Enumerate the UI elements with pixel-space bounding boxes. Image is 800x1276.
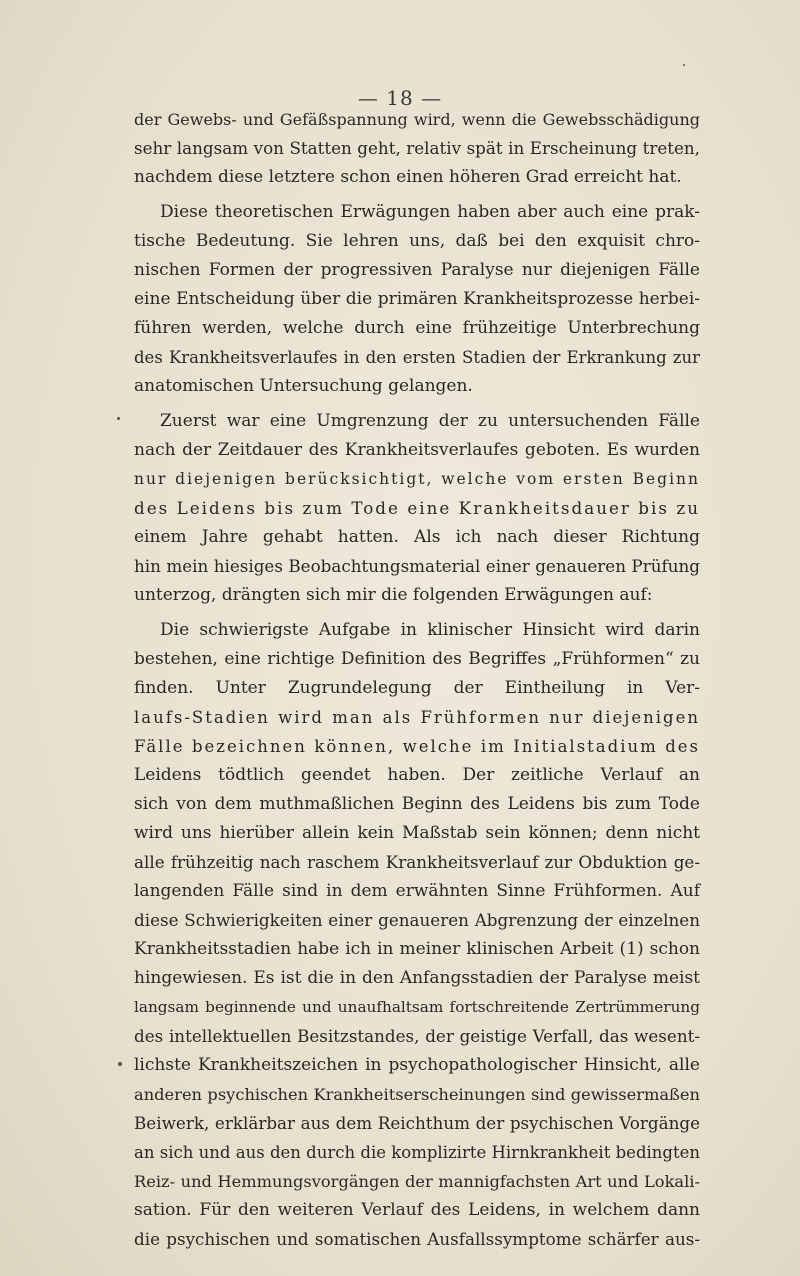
paragraph-1: [134, 105, 700, 192]
text-line: sehr langsam von Statten geht, relativ spät in Erscheinung treten,: [134, 138, 700, 158]
text-line: Leidens tödtlich geendet haben. Der zeitliche Verlauf an: [134, 765, 700, 785]
text-line: laufs-Stadien wird man als Frühformen nur diejenigen: [134, 708, 700, 727]
text-line: tische Bedeutung. Sie lehren uns, daß bei den exquisit chro-: [134, 231, 700, 251]
text-line: sich von dem muthmaßlichen Beginn des Leidens bis zum Tode: [134, 794, 700, 814]
text-line: finden. Unter Zugrundelegung der Eintheilung in Ver-: [134, 678, 700, 698]
paper-speck: [117, 417, 120, 420]
text-line: Beiwerk, erklärbar aus dem Reichthum der psychischen Vorgänge: [134, 1113, 700, 1133]
paragraph-4: [134, 616, 700, 1254]
text-line: Die schwierigste Aufgabe in klinischer Hinsicht wird darin: [160, 620, 700, 640]
text-line: Krankheitsstadien habe ich in meiner klinischen Arbeit (1) schon: [134, 939, 700, 959]
text-line: nur diejenigen berücksichtigt, welche vom ersten Beginn: [134, 470, 700, 488]
text-line: bestehen, eine richtige Definition des Begriffes „Frühformen“ zu: [134, 649, 700, 669]
text-line: Zuerst war eine Umgrenzung der zu untersuchenden Fälle: [160, 411, 700, 431]
text-line: der Gewebs- und Gefäßspannung wird, wenn die Gewebsschädigung: [134, 110, 700, 129]
text-line: sation. Für den weiteren Verlauf des Leidens, in welchem dann: [134, 1200, 700, 1220]
text-line: führen werden, welche durch eine frühzeitige Unterbrechung: [134, 318, 700, 338]
text-line: einem Jahre gehabt hatten. Als ich nach dieser Richtung: [134, 527, 700, 547]
text-line: langenden Fälle sind in dem erwähnten Sinne Frühformen. Auf: [134, 881, 700, 901]
text-line: nachdem diese letztere schon einen höheren Grad erreicht hat.: [134, 167, 682, 187]
text-line: langsam beginnende und unaufhaltsam fortschreitende Zertrümmerung: [134, 998, 700, 1016]
text-line: hingewiesen. Es ist die in den Anfangsstadien der Paralyse meist: [134, 968, 700, 988]
page-number: — 18 —: [357, 86, 443, 110]
paragraph-3: [134, 407, 700, 610]
text-line: des intellektuellen Besitzstandes, der geistige Verfall, das wesent-: [134, 1026, 700, 1046]
paper-speck: [683, 64, 685, 66]
text-line: die psychischen und somatischen Ausfallssymptome schärfer aus-: [134, 1229, 700, 1249]
text-line: unterzog, drängten sich mir die folgenden Erwägungen auf:: [134, 585, 653, 605]
text-line: Fälle bezeichnen können, welche im Initialstadium des: [134, 737, 700, 756]
text-line: nischen Formen der progressiven Paralyse nur diejenigen Fälle: [134, 260, 700, 280]
text-line: an sich und aus den durch die komplizirte Hirnkrankheit bedingten: [134, 1143, 700, 1162]
paragraph-2: [134, 198, 700, 401]
text-line: nach der Zeitdauer des Krankheitsverlaufes geboten. Es wurden: [134, 440, 700, 460]
text-line: Diese theoretischen Erwägungen haben aber auch eine prak-: [160, 202, 700, 222]
paper-speck: [118, 1062, 122, 1066]
text-line: diese Schwierigkeiten einer genaueren Abgrenzung der einzelnen: [134, 910, 700, 930]
text-line: hin mein hiesiges Beobachtungsmaterial einer genaueren Prüfung: [134, 556, 700, 576]
text-line: wird uns hierüber allein kein Maßstab sein können; denn nicht: [134, 823, 700, 843]
text-line: des Leidens bis zum Tode eine Krankheitsdauer bis zu: [134, 498, 700, 518]
text-line: anderen psychischen Krankheitserscheinungen sind gewissermaßen: [134, 1085, 700, 1104]
text-line: lichste Krankheitszeichen in psychopathologischer Hinsicht, alle: [134, 1055, 700, 1075]
body-text: [134, 105, 700, 1254]
text-line: Reiz- und Hemmungsvorgängen der mannigfachsten Art und Lokali-: [134, 1172, 700, 1191]
text-line: des Krankheitsverlaufes in den ersten Stadien der Erkrankung zur: [134, 348, 700, 367]
text-line: eine Entscheidung über die primären Krankheitsprozesse herbei-: [134, 289, 700, 309]
text-line: alle frühzeitig nach raschem Krankheitsverlauf zur Obduktion ge-: [134, 852, 700, 872]
text-line: anatomischen Untersuchung gelangen.: [134, 376, 473, 396]
